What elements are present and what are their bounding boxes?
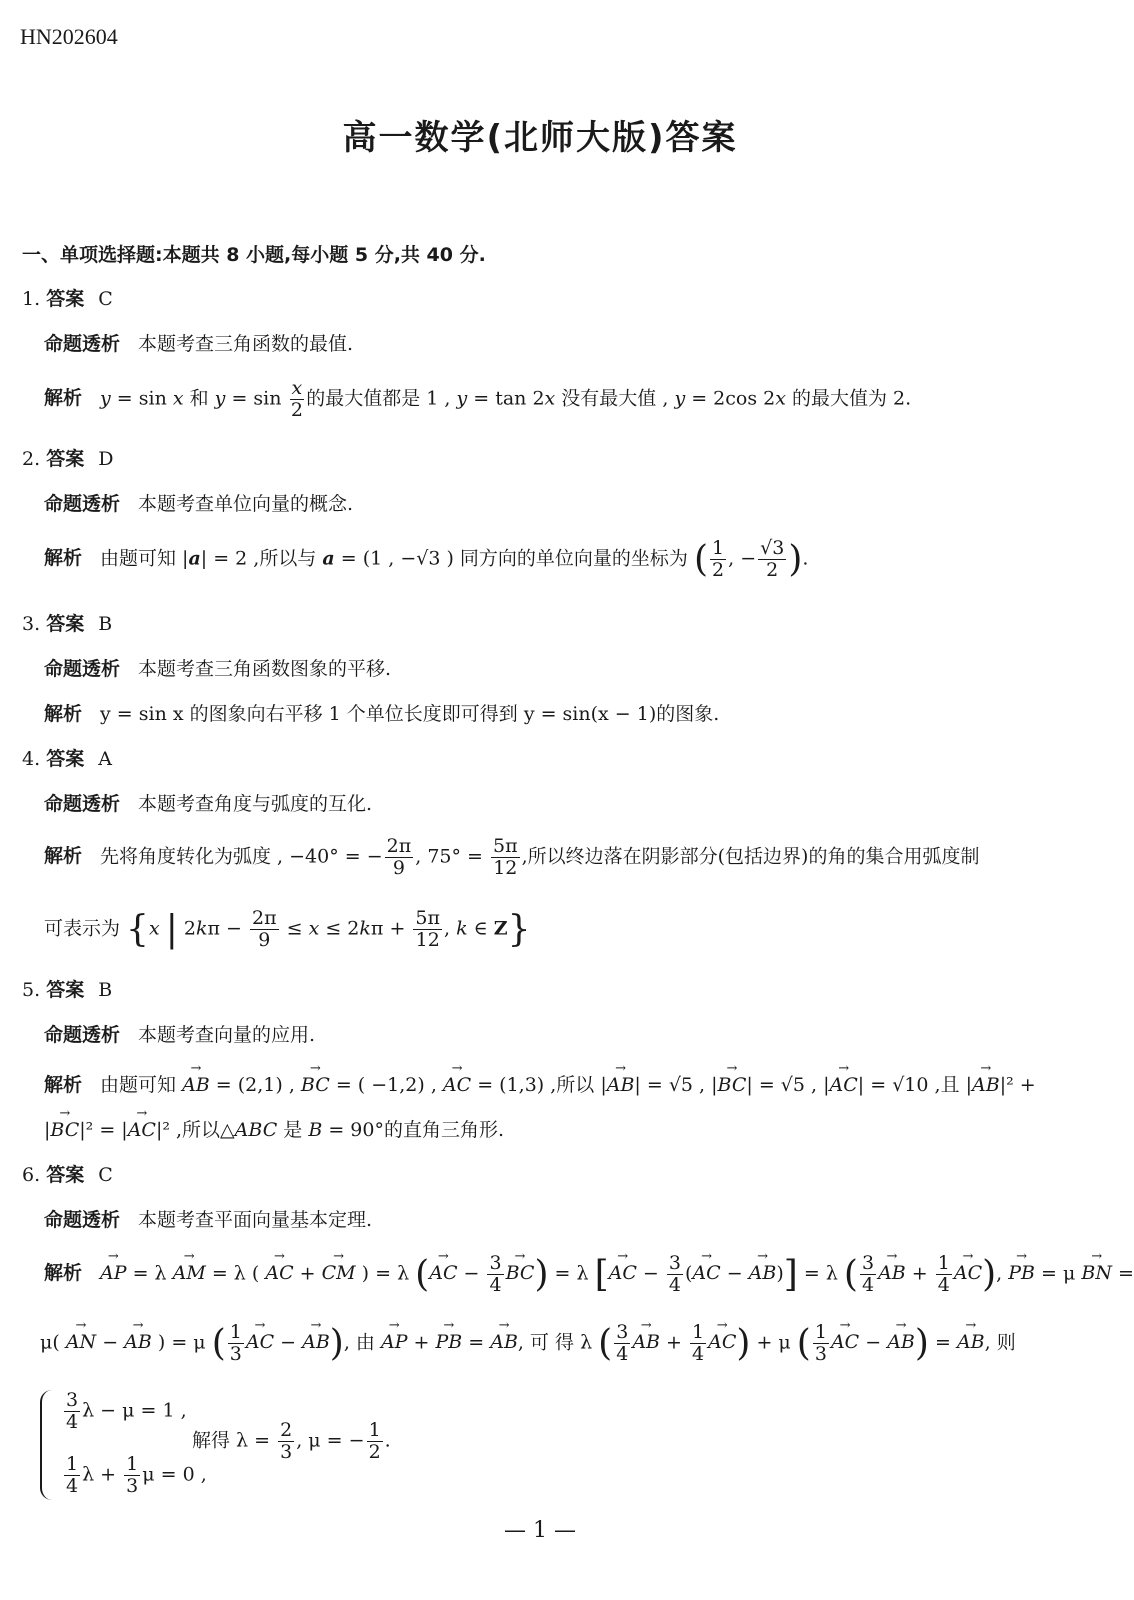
q5-analysis-line: 解析 由题可知 → AB = (2,1) , → BC = ( −1,2) , → AC = (1,3) ,所以 |→ AB| = √5 , |→ BC| = √5 , |→ AC| = √10 ,且 |→ AB|² +: [44, 1070, 1036, 1097]
q4-number: 4.: [22, 748, 41, 770]
q2-intent: 本题考查单位向量的概念.: [138, 493, 354, 515]
q3-answer: B: [98, 613, 113, 635]
q4-analysis-line: 解析 先将角度转化为弧度 , −40° = − $\frac{2\pi}{9}$ , 75° = $\frac{5\pi}{12}$ ,所以终边落在阴影部分(包括边界)的角的集合用弧度制: [44, 835, 980, 879]
analysis-label: 解析: [44, 1074, 83, 1096]
intent-label: 命题透析: [44, 1209, 121, 1231]
q2-number: 2.: [22, 448, 41, 470]
q3-analysis: y = sin x 的图象向右平移 1 个单位长度即可得到 y = sin(x − 1)的图象.: [100, 703, 720, 725]
q4-intent-line: [44, 789, 372, 816]
answer-label: 答案: [46, 613, 85, 635]
intent-label: 命题透析: [44, 333, 121, 355]
analysis-label: 解析: [44, 845, 83, 868]
q1-number: 1.: [22, 288, 41, 310]
answer-label: 答案: [46, 1164, 85, 1186]
q1-answer-line: [22, 284, 113, 311]
q6-answer: C: [98, 1164, 113, 1186]
q6-answer-line: [22, 1160, 113, 1187]
section-heading: 一、单项选择题:本题共 8 小题,每小题 5 分,共 40 分.: [22, 244, 486, 266]
q2-intent-line: [44, 489, 353, 516]
q1-intent: 本题考查三角函数的最值.: [138, 333, 354, 355]
intent-label: 命题透析: [44, 793, 121, 815]
q4-answer-line: [22, 744, 112, 771]
equation-2: $\frac{1}{4}$ λ + $\frac{1}{3}$ μ = 0 ,: [66, 1453, 207, 1497]
intent-label: 命题透析: [44, 1024, 121, 1046]
q1-analysis-line: 解析 y = sin x 和 y = sin $\frac{x}{2}$ 的最大值都是 1 , y = tan 2x 没有最大值 , y = 2cos 2x 的最大值为 2.: [44, 377, 912, 421]
q2-answer: D: [98, 448, 114, 470]
q5-analysis-cont: |→ BC|² = |→ AC|² ,所以△ABC 是 B = 90°的直角三角形.: [44, 1115, 504, 1142]
answer-label: 答案: [46, 448, 85, 470]
analysis-label: 解析: [44, 703, 83, 725]
q5-intent: 本题考查向量的应用.: [138, 1024, 316, 1046]
left-brace: [40, 1390, 56, 1500]
q4-answer: A: [98, 748, 112, 770]
intent-label: 命题透析: [44, 658, 121, 680]
q1-answer: C: [98, 288, 113, 310]
answer-label: 答案: [46, 748, 85, 770]
answer-label: 答案: [46, 979, 85, 1001]
solve-label: 解得: [192, 1429, 231, 1452]
page-number: — 1 —: [504, 1518, 576, 1543]
q6-analysis-cont: μ( → AN − → AB ) = μ ( $\frac{1}{3}$ → AC − → AB), 由 → AP + → PB = → AB, 可 得 λ ( $\frac{3}{4}$ → AB + $\frac{1}{4}$ → AC) + μ ( $\frac{1}{3}$ → AC − → AB) = → AB, 则: [40, 1322, 1016, 1365]
equation-1: $\frac{3}{4}$ λ − μ = 1 ,: [66, 1389, 187, 1433]
analysis-label: 解析: [44, 387, 83, 410]
q4-analysis-cont: 可表示为 {x | 2kπ − $\frac{2\pi}{9}$ ≤ x ≤ 2kπ + $\frac{5\pi}{12}$ , k ∈ Z}: [44, 907, 531, 951]
q6-number: 6.: [22, 1164, 41, 1186]
solution: 解得 λ = $\frac{2}{3}$ , μ = − $\frac{1}{2}$ .: [192, 1419, 391, 1463]
q3-analysis-line: [44, 699, 719, 726]
analysis-label: 解析: [44, 1262, 83, 1285]
q2-analysis-line: 解析 由题可知 |a| = 2 ,所以与 a = (1 , −√3 ) 同方向的单位向量的坐标为 ( $\frac{1}{2}$ , − $\frac{√3}{2}$ ).: [44, 537, 809, 581]
q3-intent: 本题考查三角函数图象的平移.: [138, 658, 392, 680]
q3-answer-line: [22, 609, 112, 636]
q2-answer-line: [22, 444, 113, 471]
q5-number: 5.: [22, 979, 41, 1001]
q4-intent: 本题考查角度与弧度的互化.: [138, 793, 373, 815]
q1-intent-line: [44, 329, 353, 356]
q5-answer-line: [22, 975, 112, 1002]
answer-label: 答案: [46, 288, 85, 310]
q5-intent-line: [44, 1020, 315, 1047]
q3-number: 3.: [22, 613, 41, 635]
q6-intent: 本题考查平面向量基本定理.: [138, 1209, 373, 1231]
q3-intent-line: [44, 654, 391, 681]
q6-analysis-line: 解析→ AP = λ → AM = λ ( → AC + → CM ) = λ (→ AC − $\frac{3}{4}$ → BC) = λ [→ AC − $\frac{3}{4}$ (→ AC − → AB)] = λ ( $\frac{3}{4}$ → AB + $\frac{1}{4}$ → AC), → PB = μ → BN =: [44, 1253, 1134, 1296]
page-title: 高一数学(北师大版)答案: [342, 118, 738, 158]
q5-answer: B: [98, 979, 113, 1001]
q6-intent-line: [44, 1205, 372, 1232]
intent-label: 命题透析: [44, 493, 121, 515]
document-code: HN202604: [20, 24, 118, 49]
analysis-label: 解析: [44, 547, 83, 570]
